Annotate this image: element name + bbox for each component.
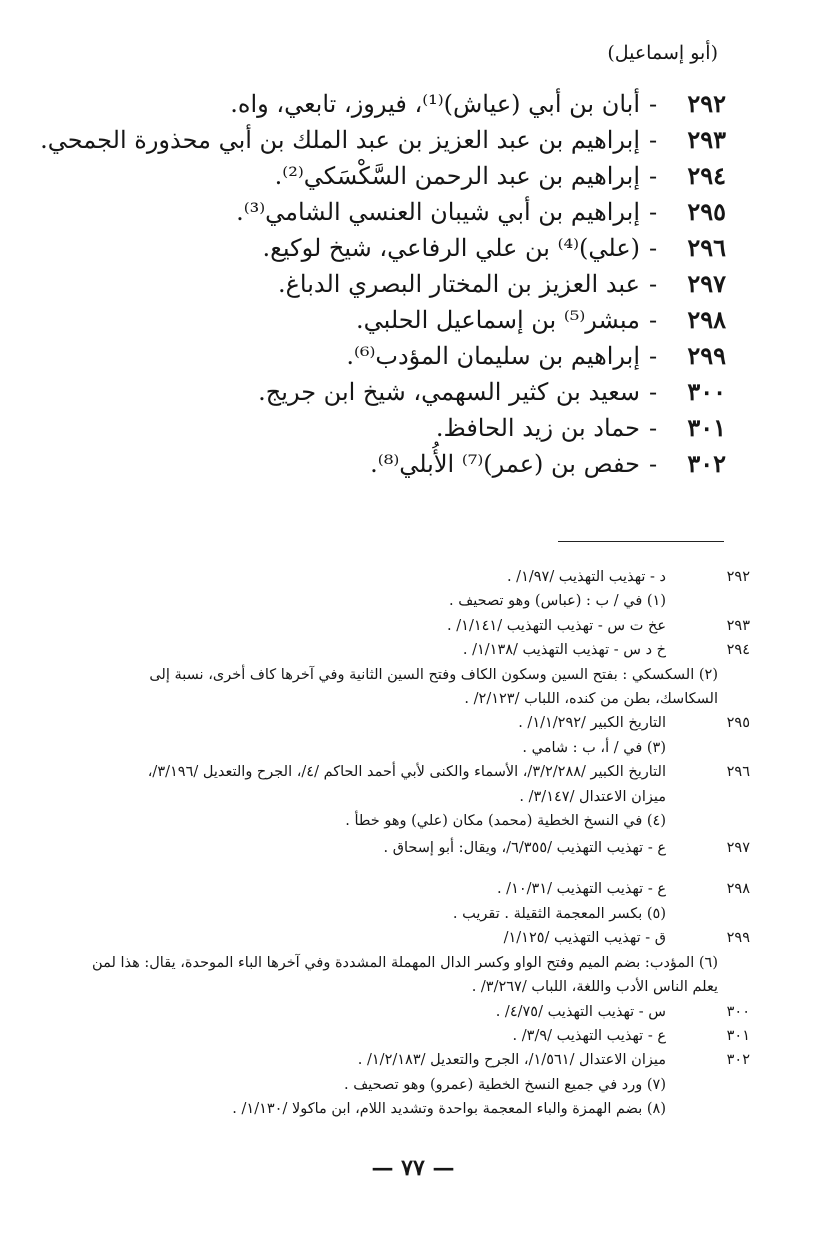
entry-text: عبد العزيز بن المختار البصري الدباغ. (277, 270, 640, 298)
footnote-line: ق - تهذيب التهذيب /١/١٢٥/ (503, 930, 666, 946)
entry-298: ٢٩٨-مبشر⁽⁵⁾ بن إسماعيل الحلبي. (356, 302, 726, 338)
footnote-line: ع - تهذيب التهذيب /٣/٩/ . (512, 1028, 666, 1044)
entry-number: ٢٩٩ (687, 341, 726, 370)
entry-number: ٣٠٠ (687, 377, 726, 406)
footnote-number: ٣٠٠ (726, 1004, 750, 1020)
footnote-line: ع - تهذيب التهذيب /١٠/٣١/ . (496, 881, 666, 897)
entry-294: ٢٩٤-إبراهيم بن عبد الرحمن السَّكْسَكي⁽²⁾. (275, 158, 726, 194)
footnote-line: ميزان الاعتدال /٣/١٤٧/ . (519, 789, 666, 805)
footnote-number: ٢٩٤ (726, 642, 750, 658)
footnote-line: (٧) ورد في جميع النسخ الخطية (عمرو) وهو تصحيف . (344, 1077, 666, 1093)
entry-number: ٢٩٨ (687, 305, 726, 334)
page-number: — ٧٧ — (371, 1155, 455, 1181)
entry-302: ٣٠٢-حفص بن (عمر)⁽⁷⁾ الأُبلي⁽⁸⁾. (370, 446, 726, 482)
entry-301: ٣٠١-حماد بن زيد الحافظ. (436, 410, 726, 446)
footnote-line: (٢) السكسكي : بفتح السين وسكون الكاف وفتح السين الثانية وفي آخرها كاف أخرى، نسبة إلى (149, 667, 718, 683)
footnote-line: التاريخ الكبير /١/١/٢٩٢/ . (518, 715, 666, 731)
footnote-line: (٨) بضم الهمزة والباء المعجمة بواحدة وتشديد اللام، ابن ماكولا /١/١٣٠/ . (232, 1101, 666, 1117)
entry-295: ٢٩٥-إبراهيم بن أبي شيبان العنسي الشامي⁽³⁾. (236, 194, 726, 230)
footnote-number: ٢٩٩ (726, 930, 750, 946)
footnote-line: (٦) المؤدب: بضم الميم وفتح الواو وكسر الدال المهملة المشددة وفي آخرها الباء الموحدة، يقال: هذا لمن (92, 955, 718, 971)
entry-number: ٣٠١ (687, 413, 726, 442)
entry-text: إبراهيم بن أبي شيبان العنسي الشامي⁽³⁾. (236, 198, 640, 226)
footnote-line: (١) في / ب : (عباس) وهو تصحيف . (449, 593, 666, 609)
entry-296: ٢٩٦-(علي)⁽⁴⁾ بن علي الرفاعي، شيخ لوكيع. (263, 230, 726, 266)
footnote-line: السكاسك، بطن من كنده، اللباب /٢/١٢٣/ . (464, 691, 718, 707)
footnote-line: عخ ت س - تهذيب التهذيب /١/١٤١/ . (447, 618, 666, 634)
entry-297: ٢٩٧-عبد العزيز بن المختار البصري الدباغ. (278, 266, 726, 302)
entry-text: سعيد بن كثير السهمي، شيخ ابن جريج. (258, 378, 640, 406)
entry-number: ٢٩٤ (687, 161, 726, 190)
footnote-number: ٢٩٢ (726, 569, 750, 585)
entry-text: إبراهيم بن سليمان المؤدب⁽⁶⁾. (346, 342, 640, 370)
entry-text: مبشر⁽⁵⁾ بن إسماعيل الحلبي. (355, 306, 640, 334)
entry-text: إبراهيم بن عبد الرحمن السَّكْسَكي⁽²⁾. (274, 162, 640, 190)
footnote-line: ميزان الاعتدال /١/٥٦١/، الجرح والتعديل /١/٢/١٨٣/ . (357, 1052, 666, 1068)
footnote-line: (٤) في النسخ الخطية (محمد) مكان (علي) وهو خطأ . (345, 813, 666, 829)
footnote-line: ع - تهذيب التهذيب /٦/٣٥٥/، ويقال: أبو إسحاق . (383, 840, 666, 856)
footnote-number: ٢٩٦ (726, 764, 750, 780)
footnote-number: ٢٩٧ (726, 840, 750, 856)
footnote-separator (558, 541, 724, 542)
footnote-number: ٣٠٢ (726, 1052, 750, 1068)
entry-299: ٢٩٩-إبراهيم بن سليمان المؤدب⁽⁶⁾. (346, 338, 726, 374)
running-header: (أبو إسماعيل) (607, 42, 718, 64)
footnote-line: (٥) بكسر المعجمة الثقيلة . تقريب . (452, 906, 666, 922)
entry-number: ٢٩٧ (687, 269, 726, 298)
footnote-number: ٢٩٣ (726, 618, 750, 634)
entry-text: إبراهيم بن عبد العزيز بن عبد الملك بن أبي محذورة الجمحي. (40, 126, 640, 154)
entry-293: ٢٩٣-إبراهيم بن عبد العزيز بن عبد الملك بن أبي محذورة الجمحي. (40, 122, 726, 158)
footnote-number: ٢٩٨ (726, 881, 750, 897)
footnote-number: ٢٩٥ (726, 715, 750, 731)
entry-text: (علي)⁽⁴⁾ بن علي الرفاعي، شيخ لوكيع. (262, 234, 640, 262)
entry-text: حماد بن زيد الحافظ. (435, 414, 640, 442)
footnote-line: يعلم الناس الأدب واللغة، اللباب /٣/٢٦٧/ . (471, 979, 718, 995)
footnote-line: (٣) في / أ، ب : شامي . (522, 740, 666, 756)
entry-number: ٣٠٢ (687, 449, 726, 478)
footnote-number: ٣٠١ (726, 1028, 750, 1044)
footnote-line: خ د س - تهذيب التهذيب /١/١٣٨/ . (462, 642, 666, 658)
entry-300: ٣٠٠-سعيد بن كثير السهمي، شيخ ابن جريج. (258, 374, 726, 410)
entry-text: أبان بن أبي (عياش)⁽¹⁾، فيروز، تابعي، واه. (230, 90, 640, 118)
footnote-line: س - تهذيب التهذيب /٤/٧٥/ . (495, 1004, 666, 1020)
footnote-line: د - تهذيب التهذيب /١/٩٧/ . (506, 569, 666, 585)
entry-number: ٢٩٣ (687, 125, 726, 154)
entry-number: ٢٩٥ (687, 197, 726, 226)
footnote-line: التاريخ الكبير /٣/٢/٢٨٨/، الأسماء والكنى لأبي أحمد الحاكم /٤/، الجرح والتعديل /٣/١٩٦/، (147, 764, 666, 780)
entry-292: ٢٩٢-أبان بن أبي (عياش)⁽¹⁾، فيروز، تابعي، واه. (230, 86, 726, 122)
entry-number: ٢٩٢ (687, 89, 726, 118)
entry-number: ٢٩٦ (687, 233, 726, 262)
entry-text: حفص بن (عمر)⁽⁷⁾ الأُبلي⁽⁸⁾. (370, 450, 640, 478)
